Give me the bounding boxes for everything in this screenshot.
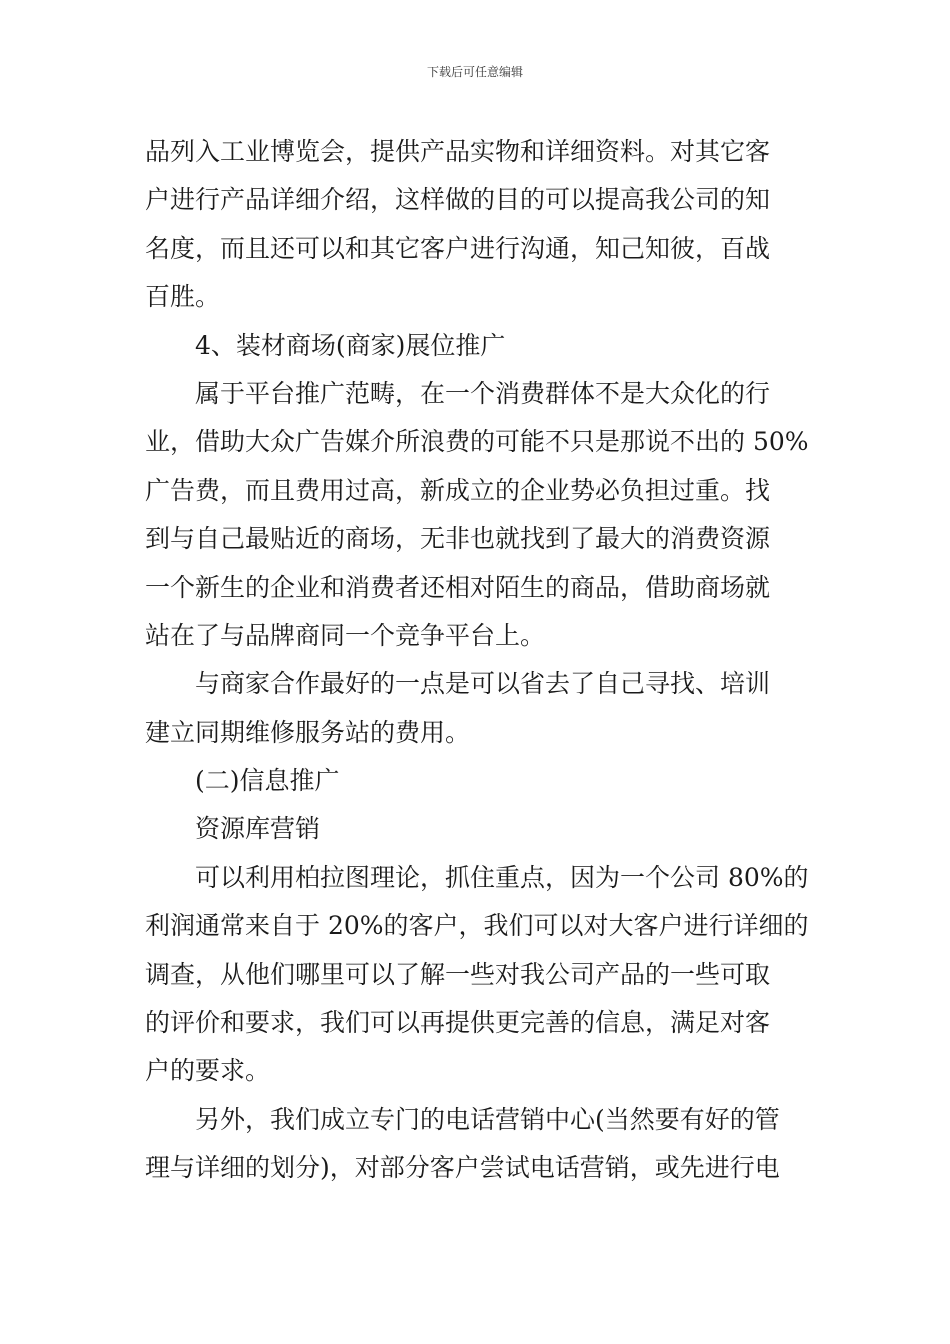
text-line: 另外，我们成立专门的电话营销中心(当然要有好的管: [195, 1104, 780, 1134]
text-line: 名度，而且还可以和其它客户进行沟通，知己知彼，百战: [145, 233, 771, 263]
text-line: 调查，从他们哪里可以了解一些对我公司产品的一些可取: [145, 959, 771, 989]
text-line: 户进行产品详细介绍，这样做的目的可以提高我公司的知: [145, 185, 771, 215]
text-line: 百胜。: [145, 282, 221, 312]
text-line: 理与详细的划分)，对部分客户尝试电话营销，或先进行电: [145, 1153, 780, 1183]
text-line: 属于平台推广范畴，在一个消费群体不是大众化的行: [195, 378, 771, 408]
text-line: 一个新生的企业和消费者还相对陌生的商品，借助商场就: [145, 572, 771, 602]
text-line: 站在了与品牌商同一个竞争平台上。: [145, 620, 546, 650]
text-line: 广告费，而且费用过高，新成立的企业势必负担过重。找: [145, 475, 771, 505]
text-line: 户的要求。: [145, 1056, 271, 1086]
text-line: 利润通常来自于 20%的客户，我们可以对大客户进行详细的: [145, 911, 809, 941]
text-line: 的评价和要求，我们可以再提供更完善的信息，满足对客: [145, 1008, 771, 1038]
text-line: 建立同期维修服务站的费用。: [145, 717, 471, 747]
text-line: 资源库营销: [195, 814, 321, 844]
text-line: 4、装材商场(商家)展位推广: [195, 330, 506, 360]
text-line: 与商家合作最好的一点是可以省去了自己寻找、培训: [195, 669, 771, 699]
text-line: 品列入工业博览会，提供产品实物和详细资料。对其它客: [145, 137, 771, 166]
document-body: [145, 128, 810, 1193]
text-line: 到与自己最贴近的商场，无非也就找到了最大的消费资源: [145, 524, 771, 554]
text-line: (二)信息推广: [195, 766, 340, 796]
text-line: 可以利用柏拉图理论，抓住重点，因为一个公司 80%的: [195, 862, 809, 892]
text-line: 业，借助大众广告媒介所浪费的可能不只是那说不出的 50%: [145, 427, 809, 457]
page-header: 下载后可任意编辑: [426, 65, 523, 79]
